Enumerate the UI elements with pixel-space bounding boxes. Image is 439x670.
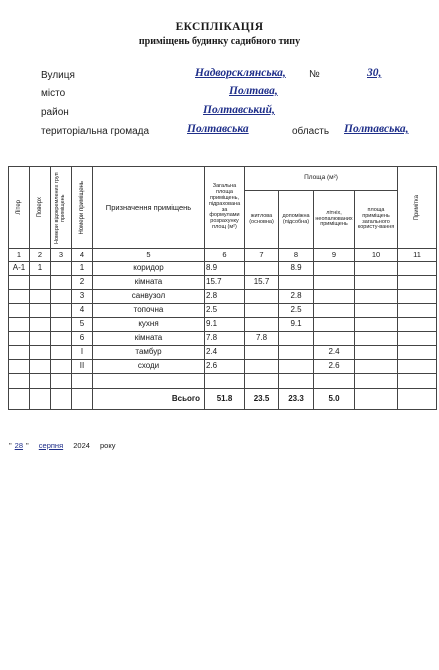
cell-note bbox=[398, 318, 437, 332]
cell-aux: 9.1 bbox=[279, 318, 314, 332]
table-row bbox=[9, 360, 437, 374]
table-row bbox=[9, 262, 437, 276]
cell-liter bbox=[9, 318, 30, 332]
cell-note bbox=[398, 290, 437, 304]
district-value: Полтавський, bbox=[203, 104, 275, 116]
header-liter: Літер bbox=[9, 167, 30, 249]
cell-poverkh bbox=[30, 318, 51, 332]
cell-note bbox=[398, 262, 437, 276]
table-row bbox=[9, 346, 437, 360]
col-number: 1 bbox=[9, 249, 30, 262]
cell-total: 15.7 bbox=[205, 276, 245, 290]
col-number: 11 bbox=[398, 249, 437, 262]
col-number: 9 bbox=[314, 249, 355, 262]
document-title: ЕКСПЛІКАЦІЯ bbox=[175, 21, 264, 33]
header-group-no: Номери відокремлених груп приміщень bbox=[51, 167, 72, 249]
cell-common bbox=[355, 290, 398, 304]
cell-total: 2.8 bbox=[205, 290, 245, 304]
cell-living: 7.8 bbox=[245, 332, 279, 346]
total-common-value bbox=[355, 389, 398, 410]
cell-liter bbox=[9, 346, 30, 360]
col-number: 8 bbox=[279, 249, 314, 262]
cell-poverkh bbox=[30, 304, 51, 318]
cell-living bbox=[245, 262, 279, 276]
cell-summer bbox=[314, 262, 355, 276]
cell-poverkh bbox=[30, 290, 51, 304]
cell-group bbox=[51, 332, 72, 346]
header-note: Примітка bbox=[398, 167, 437, 249]
total-area-value: 51.8 bbox=[205, 389, 245, 410]
cell-living bbox=[245, 360, 279, 374]
total-note-value bbox=[398, 389, 437, 410]
cell-liter bbox=[9, 304, 30, 318]
cell-room: I bbox=[72, 346, 93, 360]
total-row bbox=[9, 389, 437, 410]
header-room-no: Номери приміщень bbox=[72, 167, 93, 249]
cell-poverkh: 1 bbox=[30, 262, 51, 276]
cell-total: 2.6 bbox=[205, 360, 245, 374]
document-date bbox=[9, 441, 123, 450]
cell-living: 15.7 bbox=[245, 276, 279, 290]
date-open-quote: " bbox=[9, 441, 12, 450]
cell-aux bbox=[279, 276, 314, 290]
col-number: 6 bbox=[205, 249, 245, 262]
cell-common bbox=[355, 318, 398, 332]
cell-room: II bbox=[72, 360, 93, 374]
cell-total: 9.1 bbox=[205, 318, 245, 332]
community-label: територіальна громада bbox=[41, 126, 150, 137]
cell-room: 1 bbox=[72, 262, 93, 276]
cell-note bbox=[398, 346, 437, 360]
cell-purpose: коридор bbox=[93, 262, 205, 276]
table-row-empty bbox=[9, 374, 437, 389]
cell-note bbox=[398, 304, 437, 318]
header-living: житлова (основна) bbox=[245, 191, 279, 249]
cell-common bbox=[355, 332, 398, 346]
col-number: 2 bbox=[30, 249, 51, 262]
community-value: Полтавська bbox=[187, 123, 249, 135]
col-number: 5 bbox=[93, 249, 205, 262]
col-number: 10 bbox=[355, 249, 398, 262]
cell-poverkh bbox=[30, 346, 51, 360]
cell-room: 5 bbox=[72, 318, 93, 332]
cell-group bbox=[51, 318, 72, 332]
total-summer-value: 5.0 bbox=[314, 389, 355, 410]
column-numbers-row bbox=[9, 249, 437, 262]
header-summer: літніх, неопалюваних приміщень bbox=[314, 191, 355, 249]
cell-total: 2.4 bbox=[205, 346, 245, 360]
cell-summer bbox=[314, 304, 355, 318]
header-common: площа приміщень загального користу-вання bbox=[355, 191, 398, 249]
date-close-quote: " bbox=[26, 441, 29, 450]
cell-common bbox=[355, 262, 398, 276]
date-suffix: року bbox=[100, 441, 116, 450]
table-row bbox=[9, 290, 437, 304]
cell-purpose: топочна bbox=[93, 304, 205, 318]
cell-summer bbox=[314, 290, 355, 304]
cell-summer: 2.6 bbox=[314, 360, 355, 374]
street-value: Надворсклянська, bbox=[195, 67, 286, 79]
cell-liter bbox=[9, 360, 30, 374]
cell-note bbox=[398, 360, 437, 374]
cell-common bbox=[355, 360, 398, 374]
cell-room: 6 bbox=[72, 332, 93, 346]
cell-purpose: кімната bbox=[93, 332, 205, 346]
cell-living bbox=[245, 318, 279, 332]
cell-purpose: сходи bbox=[93, 360, 205, 374]
date-month: серпня bbox=[38, 441, 64, 450]
cell-group bbox=[51, 276, 72, 290]
number-value: 30, bbox=[367, 67, 382, 79]
cell-group bbox=[51, 290, 72, 304]
oblast-value: Полтавська, bbox=[344, 123, 409, 135]
cell-room: 3 bbox=[72, 290, 93, 304]
explication-table bbox=[8, 166, 437, 410]
cell-summer bbox=[314, 332, 355, 346]
cell-aux bbox=[279, 346, 314, 360]
header-purpose: Призначення приміщень bbox=[93, 167, 205, 249]
cell-total: 8.9 bbox=[205, 262, 245, 276]
cell-group bbox=[51, 360, 72, 374]
header-poverkh: Поверх bbox=[30, 167, 51, 249]
cell-total: 7.8 bbox=[205, 332, 245, 346]
total-label: Всього bbox=[93, 389, 205, 410]
date-day: 28 bbox=[14, 441, 24, 450]
cell-room: 2 bbox=[72, 276, 93, 290]
cell-room: 4 bbox=[72, 304, 93, 318]
cell-poverkh bbox=[30, 276, 51, 290]
street-label: Вулиця bbox=[41, 70, 75, 81]
cell-common bbox=[355, 304, 398, 318]
cell-summer: 2.4 bbox=[314, 346, 355, 360]
cell-aux: 8.9 bbox=[279, 262, 314, 276]
table-row bbox=[9, 304, 437, 318]
cell-liter bbox=[9, 290, 30, 304]
cell-aux bbox=[279, 360, 314, 374]
cell-poverkh bbox=[30, 360, 51, 374]
cell-group bbox=[51, 346, 72, 360]
cell-group bbox=[51, 262, 72, 276]
cell-poverkh bbox=[30, 332, 51, 346]
city-label: місто bbox=[41, 88, 66, 99]
cell-living bbox=[245, 290, 279, 304]
cell-purpose: санвузол bbox=[93, 290, 205, 304]
cell-living bbox=[245, 346, 279, 360]
cell-liter: А-1 bbox=[9, 262, 30, 276]
cell-summer bbox=[314, 276, 355, 290]
cell-purpose: кухня bbox=[93, 318, 205, 332]
cell-note bbox=[398, 332, 437, 346]
city-value: Полтава, bbox=[229, 85, 278, 97]
district-label: район bbox=[41, 107, 69, 118]
cell-liter bbox=[9, 332, 30, 346]
table-row bbox=[9, 318, 437, 332]
cell-aux: 2.8 bbox=[279, 290, 314, 304]
cell-liter bbox=[9, 276, 30, 290]
cell-purpose: кімната bbox=[93, 276, 205, 290]
cell-aux: 2.5 bbox=[279, 304, 314, 318]
date-year: 2024 bbox=[73, 441, 90, 450]
header-total-area: Загальна площа приміщень, підрахована за формулами розрахунку площ (м²) bbox=[205, 167, 245, 249]
oblast-label: область bbox=[292, 126, 330, 137]
col-number: 4 bbox=[72, 249, 93, 262]
col-number: 7 bbox=[245, 249, 279, 262]
cell-note bbox=[398, 276, 437, 290]
cell-group bbox=[51, 304, 72, 318]
total-aux-value: 23.3 bbox=[279, 389, 314, 410]
table-row bbox=[9, 332, 437, 346]
cell-summer bbox=[314, 318, 355, 332]
table-row bbox=[9, 276, 437, 290]
document-subtitle: приміщень будинку садибного типу bbox=[138, 36, 301, 47]
header-auxiliary: допоміжна (підсобна) bbox=[279, 191, 314, 249]
cell-total: 2.5 bbox=[205, 304, 245, 318]
header-area-group: Площа (м²) bbox=[245, 167, 398, 191]
total-living-value: 23.5 bbox=[245, 389, 279, 410]
cell-common bbox=[355, 276, 398, 290]
cell-aux bbox=[279, 332, 314, 346]
number-label: № bbox=[309, 69, 320, 80]
cell-living bbox=[245, 304, 279, 318]
cell-purpose: тамбур bbox=[93, 346, 205, 360]
cell-common bbox=[355, 346, 398, 360]
col-number: 3 bbox=[51, 249, 72, 262]
